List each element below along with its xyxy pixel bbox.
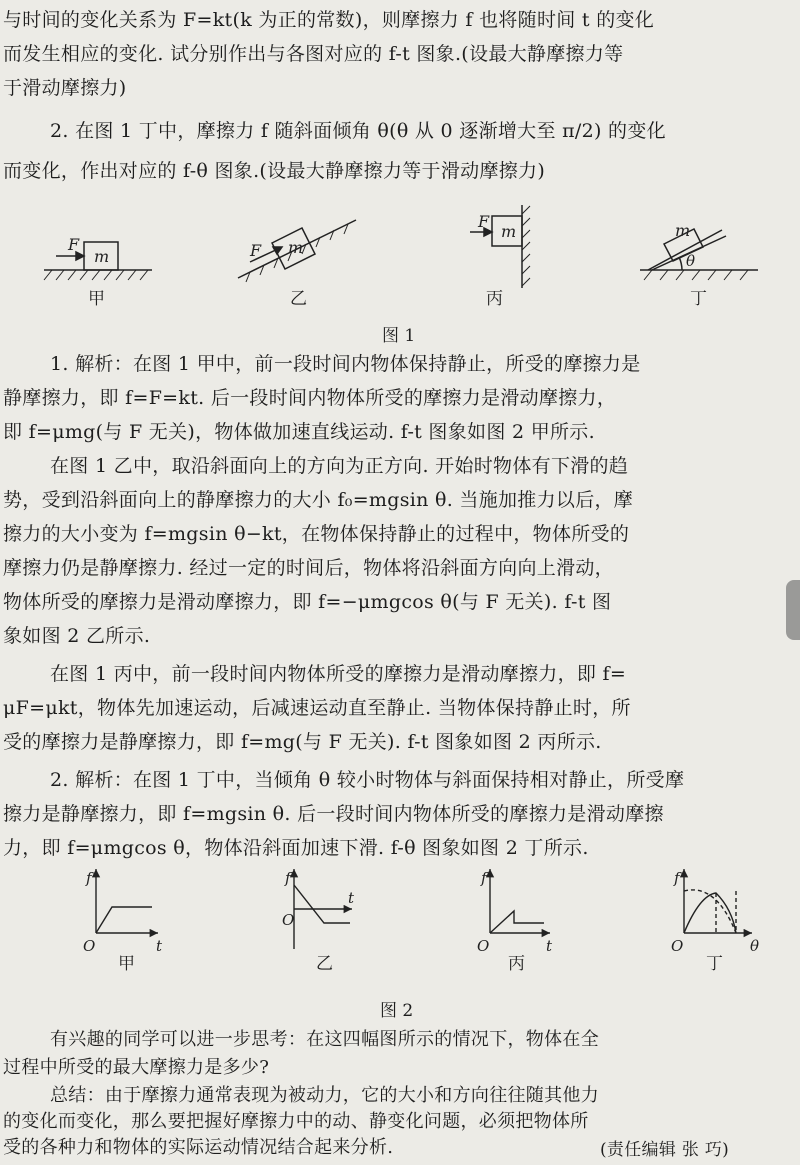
force-label: F bbox=[250, 241, 262, 260]
text-line: 过程中所受的最大摩擦力是多少? bbox=[3, 1057, 270, 1078]
text-line: 擦力是静摩擦力，即 f=mgsin θ. 后一段时间内物体所受的摩擦力是滑动摩擦 bbox=[3, 803, 664, 825]
origin-label: O bbox=[282, 911, 295, 929]
force-label: F bbox=[478, 212, 490, 231]
text-line: 有兴趣的同学可以进一步思考：在这四幅图所示的情况下，物体在全 bbox=[50, 1029, 599, 1050]
fig2-panel-bing bbox=[490, 869, 550, 933]
angle-label: θ bbox=[686, 252, 696, 270]
solution-2-line: 2. 解析：在图 1 丁中，当倾角 θ 较小时物体与斜面保持相对静止，所受摩 bbox=[50, 769, 685, 791]
figure-1 bbox=[0, 200, 800, 345]
axis-label-x: t bbox=[156, 937, 163, 955]
origin-label: O bbox=[83, 937, 96, 955]
text-line: 而变化，作出对应的 f-θ 图象.(设最大静摩擦力等于滑动摩擦力) bbox=[3, 160, 546, 182]
fig2-label-ding: 丁 bbox=[706, 954, 723, 974]
fig2-panel-jia bbox=[96, 869, 158, 933]
text-line: 力，即 f=μmgcos θ，物体沿斜面加速下滑. f-θ 图象如图 2 丁所示. bbox=[3, 837, 589, 859]
axis-label-x: t bbox=[348, 889, 355, 907]
text-line: 物体所受的摩擦力是滑动摩擦力，即 f=−μmgcos θ(与 F 无关). f-t 图 bbox=[3, 591, 612, 613]
axis-label-x: t bbox=[546, 937, 553, 955]
axis-label-f: f bbox=[86, 869, 92, 887]
text-line: 势，受到沿斜面向上的静摩擦力的大小 f₀=mgsin θ. 当施加推力以后，摩 bbox=[3, 489, 634, 511]
fig2-label-jia: 甲 bbox=[118, 954, 135, 974]
fig1-label-ding: 丁 bbox=[690, 289, 707, 309]
origin-label: O bbox=[477, 937, 490, 955]
fig1-label-bing: 丙 bbox=[486, 289, 503, 309]
text-line: 即 f=μmg(与 F 无关)，物体做加速直线运动. f-t 图象如图 2 甲所示. bbox=[3, 421, 595, 443]
summary-line: 总结：由于摩擦力通常表现为被动力，它的大小和方向往往随其他力 bbox=[50, 1085, 599, 1106]
axis-label-f: f bbox=[285, 869, 291, 887]
figure-2-caption: 图 2 bbox=[380, 1001, 414, 1021]
question-2-line: 2. 在图 1 丁中，摩擦力 f 随斜面倾角 θ(θ 从 0 逐渐增大至 π/2) 的变化 bbox=[50, 120, 666, 142]
solution-1-line: 1. 解析：在图 1 甲中，前一段时间内物体保持静止，所受的摩擦力是 bbox=[50, 353, 641, 375]
text-line: 于滑动摩擦力) bbox=[3, 77, 127, 99]
text-line: 与时间的变化关系为 F=kt(k 为正的常数)，则摩擦力 f 也将随时间 t 的变化 bbox=[3, 9, 655, 31]
text-line: 而发生相应的变化. 试分别作出与各图对应的 f-t 图象.(设最大静摩擦力等 bbox=[3, 43, 624, 65]
mass-label: m bbox=[675, 221, 691, 240]
text-line: μF=μkt，物体先加速运动，后减速运动直至静止. 当物体保持静止时，所 bbox=[3, 697, 631, 719]
text-line: 在图 1 丙中，前一段时间内物体所受的摩擦力是滑动摩擦力，即 f= bbox=[50, 663, 627, 685]
text-line: 摩擦力仍是静摩擦力. 经过一定的时间后，物体将沿斜面方向向上滑动， bbox=[3, 557, 614, 579]
text-line: 受的摩擦力是静摩擦力，即 f=mg(与 F 无关). f-t 图象如图 2 丙所示. bbox=[3, 731, 602, 753]
page-edge-tab bbox=[786, 580, 800, 640]
text-line: 受的各种力和物体的实际运动情况结合起来分析. bbox=[3, 1137, 394, 1158]
mass-label: m bbox=[501, 222, 517, 241]
axis-label-x: θ bbox=[750, 937, 760, 955]
editor-credit: (责任编辑 张 巧) bbox=[600, 1140, 730, 1160]
figure-2 bbox=[0, 865, 800, 990]
fig1-label-yi: 乙 bbox=[290, 289, 307, 309]
text-line: 在图 1 乙中，取沿斜面向上的方向为正方向. 开始时物体有下滑的趋 bbox=[50, 455, 629, 477]
origin-label: O bbox=[671, 937, 684, 955]
figure-1-caption: 图 1 bbox=[382, 326, 416, 345]
fig2-panel-yi bbox=[294, 869, 352, 949]
text-line: 擦力的大小变为 f=mgsin θ−kt，在物体保持静止的过程中，物体所受的 bbox=[3, 523, 630, 545]
text-line: 的变化而变化，那么要把握好摩擦力中的动、静变化问题，必须把物体所 bbox=[3, 1111, 589, 1132]
text-line: 象如图 2 乙所示. bbox=[3, 625, 151, 647]
fig1-panel-ding bbox=[640, 229, 758, 280]
text-line: 静摩擦力，即 f=F=kt. 后一段时间内物体所受的摩擦力是滑动摩擦力， bbox=[3, 387, 617, 409]
fig2-label-bing: 丙 bbox=[508, 954, 525, 974]
fig2-panel-ding bbox=[684, 869, 752, 933]
mass-label: m bbox=[94, 247, 110, 266]
fig1-label-jia: 甲 bbox=[88, 289, 105, 309]
force-label: F bbox=[68, 235, 80, 254]
axis-label-f: f bbox=[481, 869, 487, 887]
axis-label-f: f bbox=[674, 869, 680, 887]
mass-label: m bbox=[288, 238, 304, 257]
fig2-label-yi: 乙 bbox=[316, 954, 333, 974]
